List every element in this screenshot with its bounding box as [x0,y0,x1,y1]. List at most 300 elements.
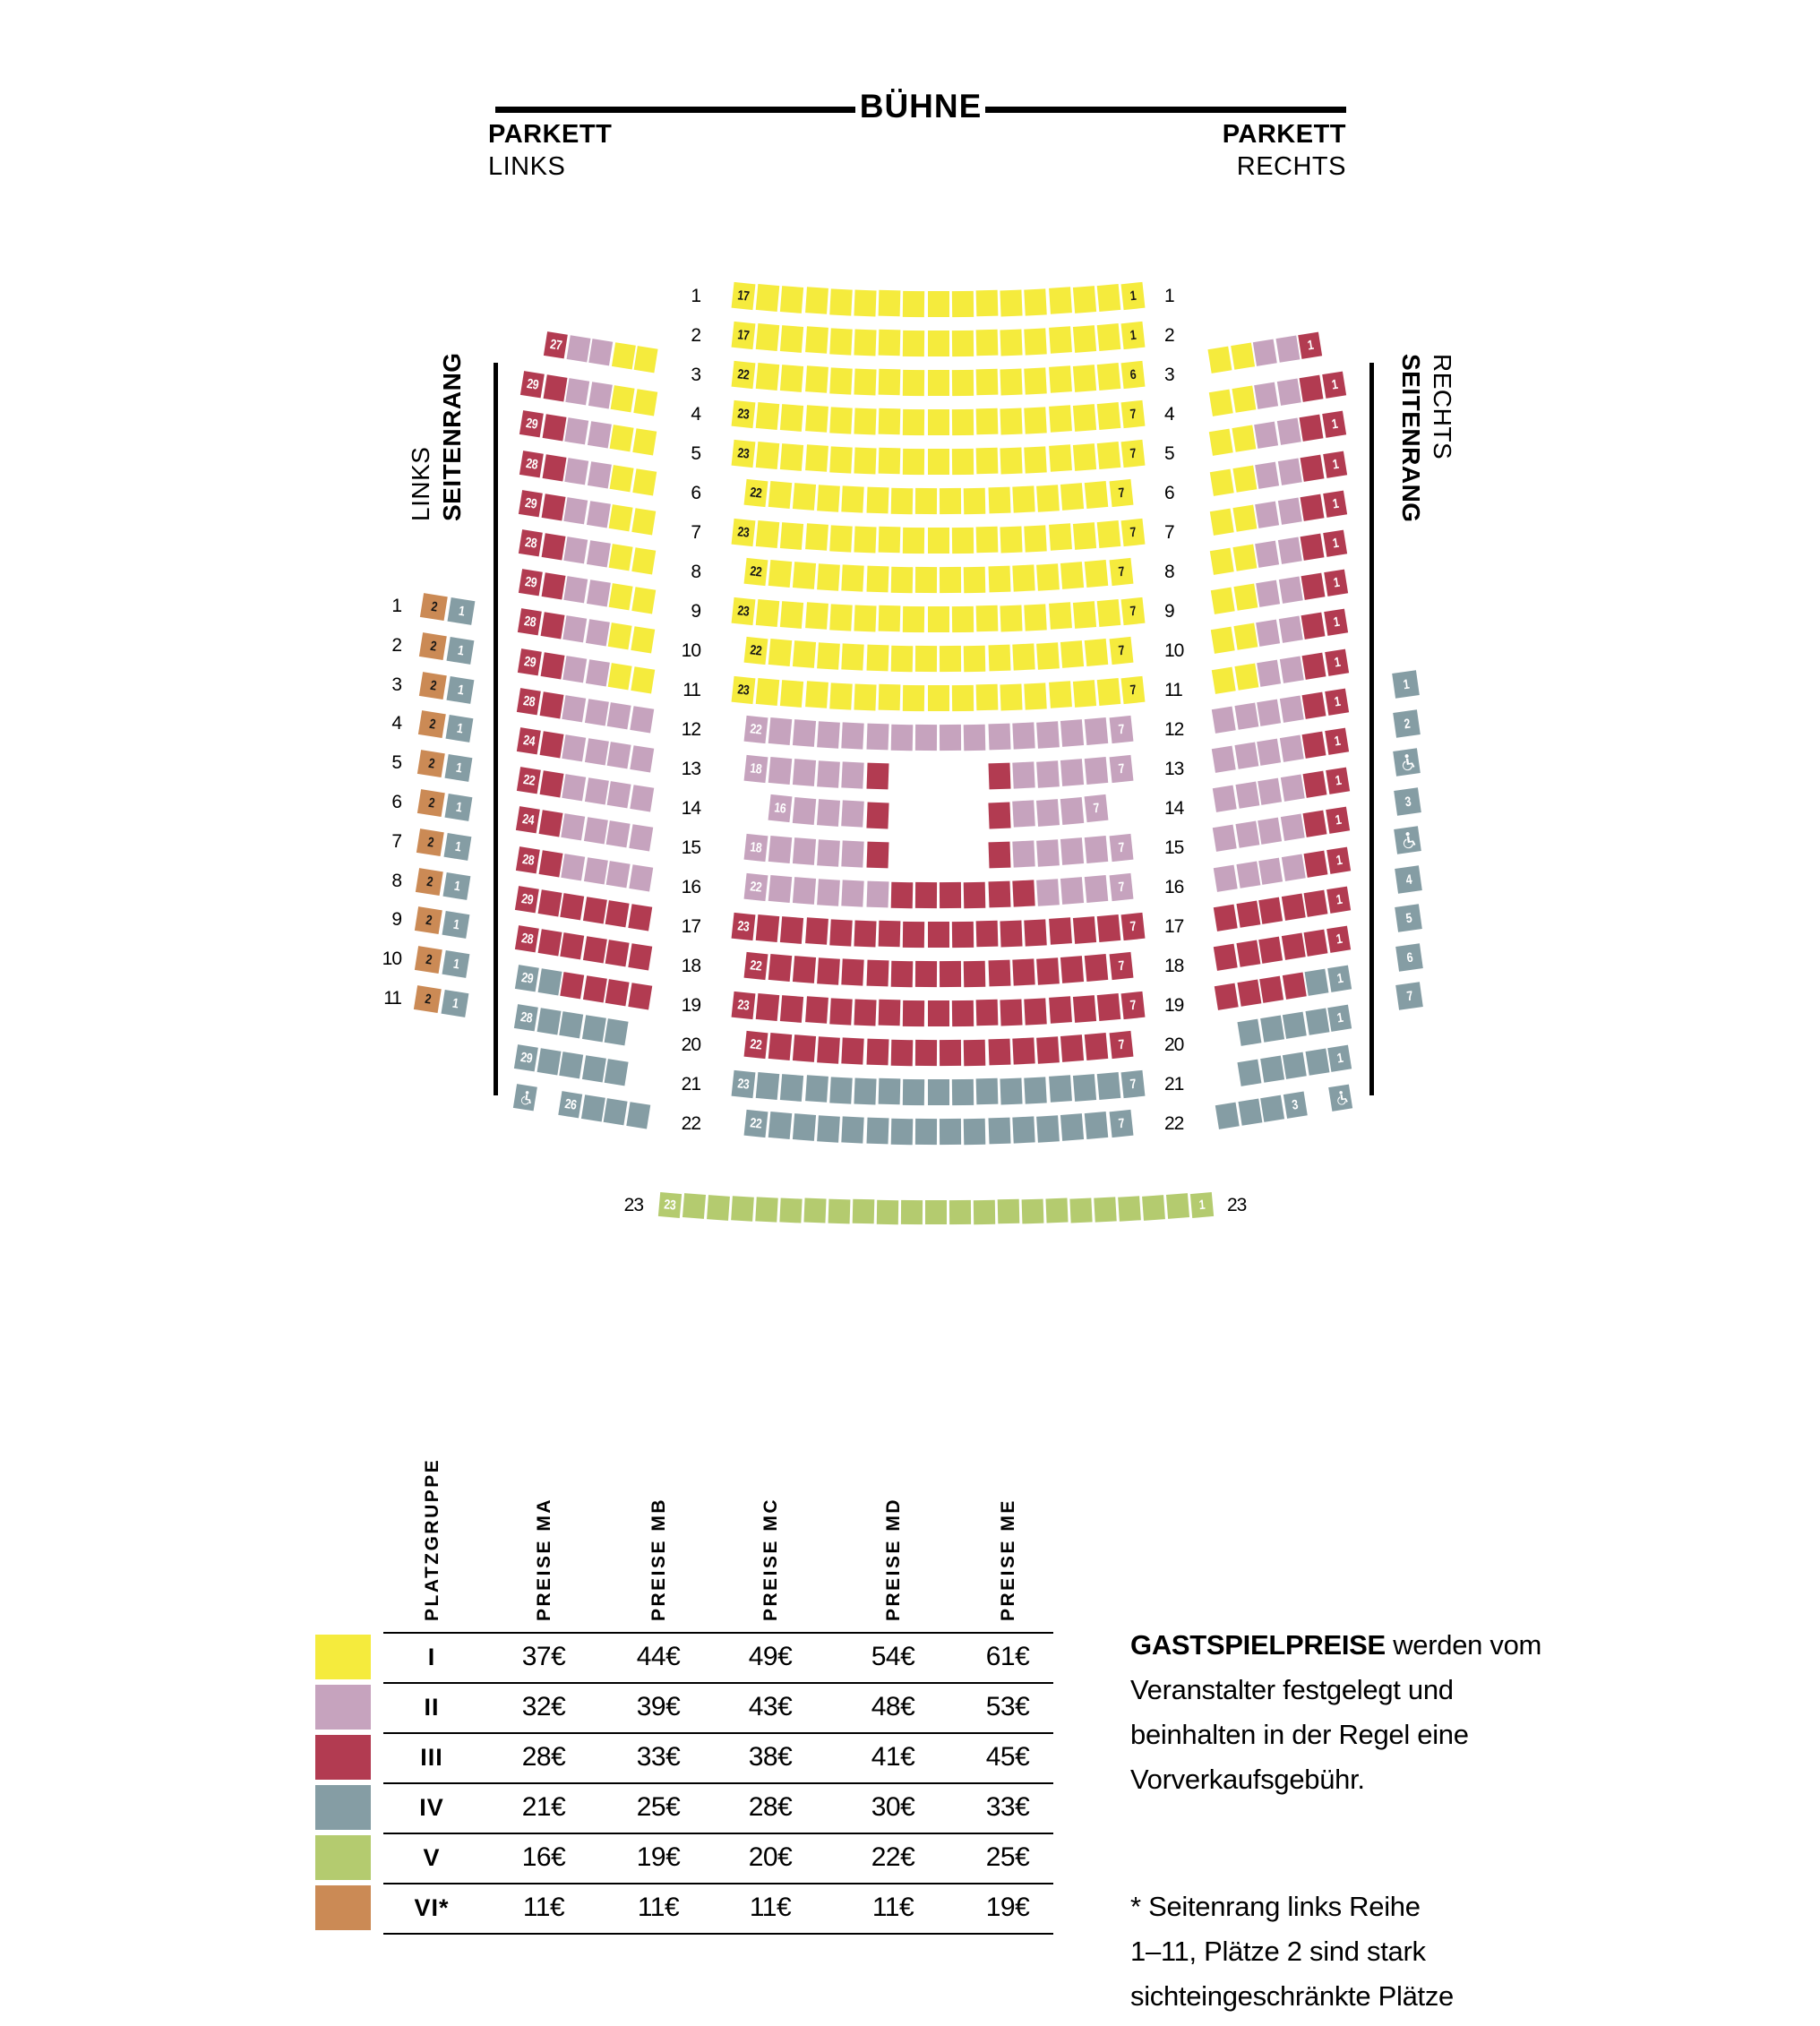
seat-number: 17 [736,288,751,305]
seat-number: 1 [451,956,460,973]
wheelchair-icon [516,1086,535,1108]
seat [1232,425,1256,452]
row-label: 2 [1164,325,1174,346]
seat-number: 28 [519,1009,534,1027]
seat [854,999,876,1026]
seat [879,369,901,396]
seat [829,998,852,1025]
seat [632,508,657,535]
seat-number: 29 [519,1049,533,1067]
wedge-row [518,648,657,694]
seat [743,1110,768,1137]
seat [1209,468,1233,495]
seat [755,1197,777,1222]
seat [1060,1034,1084,1062]
seat [829,604,852,631]
seitenrang-rechts-subtitle: RECHTS [1429,354,1456,460]
row-label: 2 [691,325,700,346]
seat [817,1115,840,1142]
seat [829,328,852,355]
seat [443,872,471,900]
seat [609,504,633,531]
seat [1121,992,1146,1019]
seat [1036,485,1060,511]
seat [1258,778,1282,805]
seat-number: 2 [428,677,437,694]
seat [1012,958,1034,985]
seat [879,684,901,711]
seat-number: 1 [1333,772,1342,789]
stage-title: BÜHNE [859,88,983,124]
price-cell: 20€ [748,1842,793,1872]
seat [964,645,986,671]
price-cell: 25€ [636,1792,681,1822]
seat [1085,875,1109,903]
seat-number: 1 [1331,495,1340,512]
seat-number: 28 [524,455,538,473]
seat [628,943,652,970]
seat [743,834,768,862]
seat [793,483,816,511]
seat-number: 2 [425,873,434,890]
platzgruppe-cell: IV [419,1794,444,1821]
seat [1305,969,1329,996]
seat [682,1193,706,1219]
seat [519,371,544,398]
seat [903,1000,924,1026]
gastspielpreise-note-bold: GASTSPIELPREISE [1130,1629,1386,1661]
seat [414,985,442,1013]
seat [1323,490,1347,517]
seat [1257,620,1281,647]
seat [940,725,961,751]
seat [817,799,840,827]
seat [1000,999,1023,1026]
seat [1025,367,1047,394]
wedge-row [1209,411,1349,457]
seat [563,616,588,643]
seat [988,842,1010,869]
seat [732,282,756,310]
seat [1097,520,1121,548]
seat [756,599,780,627]
seat [768,794,792,822]
seat [1301,613,1326,640]
seat [928,291,949,317]
wedge-row [415,946,473,978]
seat [1012,722,1034,749]
seat [1073,995,1096,1023]
price-cell: 32€ [521,1692,566,1721]
seat [604,1098,628,1125]
seat [768,717,793,745]
wheelchair-icon [1331,1087,1350,1109]
seat [925,1200,947,1224]
seat-number: 23 [736,918,751,935]
seat [866,1039,889,1066]
seat [1166,1193,1189,1219]
seat [632,429,657,456]
seat [1060,797,1084,825]
seat [1073,404,1096,432]
seat [780,995,803,1023]
seat [1121,1070,1146,1098]
seat-number: 7 [1129,997,1138,1014]
seat [817,721,840,748]
price-cell: 33€ [985,1792,1030,1822]
seat [915,646,937,672]
seat-number: 24 [521,732,537,750]
seat [1276,336,1301,363]
seat [1300,375,1324,402]
seat [866,1118,889,1145]
price-cell: 45€ [985,1742,1030,1772]
seat [805,682,828,709]
seat [447,637,475,665]
row-label: 20 [1164,1034,1184,1055]
seat [515,925,539,952]
seat [1258,739,1282,766]
seat [1277,458,1301,485]
row-label: 8 [391,870,401,891]
price-cell: 53€ [985,1692,1030,1721]
seat [1255,501,1279,528]
seat [1036,563,1060,590]
seat [1238,1098,1262,1125]
seat [1257,699,1281,725]
seat [1301,534,1325,561]
table-column-header: PREISE MD [883,1497,904,1621]
seat [611,342,635,369]
seat-number: 1 [1129,288,1138,305]
seat [1327,966,1352,992]
seat [1213,786,1237,812]
seat [732,992,756,1019]
seat [1012,1116,1034,1143]
seat [1073,1074,1096,1102]
seat [1097,402,1121,430]
seat [1324,609,1348,636]
row-label: 1 [691,286,700,306]
wedge-row [1209,371,1349,416]
seat [976,1078,999,1105]
seat-number: 22 [749,642,762,659]
seat [879,1078,901,1105]
seat [1073,522,1096,550]
parkett-links-title: PARKETT [488,120,613,149]
seat [560,932,584,959]
price-cell: 38€ [748,1742,793,1772]
seat [817,642,840,669]
seat [566,335,590,362]
seat [585,738,609,765]
seat [416,828,444,856]
row-label: 3 [1164,365,1174,385]
seat [1085,954,1109,982]
seat [915,1040,937,1066]
wedge-row [1208,331,1326,373]
seat [631,547,656,574]
seat [607,781,631,808]
seat [854,408,876,434]
price-cell: 11€ [749,1893,792,1922]
seat [1025,525,1047,552]
seat [1060,956,1084,983]
seat [518,609,542,636]
seat [608,623,632,650]
seat [1281,814,1305,841]
price-cell: 49€ [748,1642,793,1671]
seat [890,1118,913,1144]
seat [1233,584,1258,611]
wedge-row [519,490,658,536]
row-label: 17 [1164,916,1184,937]
seat [609,583,633,610]
seat [890,645,913,671]
seat [1276,379,1301,406]
wedge-row [1237,1005,1354,1047]
row-label: 6 [691,483,700,503]
price-cell: 28€ [748,1792,793,1822]
seat [732,1070,756,1098]
seat [952,922,974,948]
seat-number: 1 [451,916,460,933]
seat-number: 1 [1333,693,1342,710]
seat-number: 6 [1129,366,1138,383]
wedge-row [1214,925,1353,971]
wheelchair-seat [513,1084,537,1111]
seat [768,639,793,666]
seat [519,529,543,556]
seat [829,288,852,315]
row-label: 21 [1164,1074,1184,1095]
seat [516,846,540,873]
seat [976,369,999,396]
wheelchair-icon [1396,751,1418,774]
seat [901,1200,923,1224]
seat [828,1199,851,1224]
seat [606,861,631,888]
seat [442,911,470,939]
seat [1025,328,1047,355]
seat [540,613,564,640]
seat [1049,682,1072,709]
row-label: 12 [681,719,700,740]
seat [537,1048,561,1075]
seat [768,836,793,863]
seat-number: 2 [429,638,438,655]
seat [1278,497,1302,524]
seat [964,960,986,986]
seat [519,490,543,517]
seat [517,727,541,754]
seat [1121,282,1146,310]
seat [952,449,974,475]
seat [1012,1037,1034,1064]
seat [1281,854,1305,880]
seat [631,587,656,614]
seat-number: 29 [523,574,537,591]
seat [1328,1044,1352,1071]
seat [562,734,586,761]
wheelchair-seat [1393,748,1421,776]
seat [1279,616,1303,643]
row-label: 6 [1164,483,1174,503]
seat-number: 1 [1334,852,1343,869]
seat [976,330,999,356]
seat [866,645,889,672]
asterisk-note: * Seitenrang links Reihe 1–11, Plätze 2 sind stark sichteingeschränkte Plätze [1130,1891,1454,2012]
seat-number: 2 [423,991,432,1008]
seat [756,1072,780,1100]
price-cell: 11€ [522,1893,565,1922]
separator-line-right [1369,363,1374,1095]
seat [890,960,913,986]
seat [768,954,793,982]
seat [1000,605,1023,631]
seat [539,770,563,797]
wedge-row [1214,886,1353,931]
seat [631,627,655,654]
seat [976,921,999,948]
seat [1000,368,1023,395]
seat [1260,1095,1284,1121]
seat [756,402,780,430]
platzgruppe-cell: III [420,1744,443,1771]
seat [1109,479,1133,507]
seat [866,763,889,790]
seat [442,990,469,1017]
seat [586,620,610,647]
seat [988,724,1010,751]
seat-number: 7 [1117,485,1125,502]
seat-number: 4 [1404,871,1412,888]
seat-number: 1 [453,799,462,816]
seat [584,818,608,845]
seat-number: 1 [1334,812,1343,828]
seat-number: 7 [1129,524,1138,541]
separator-line-left [494,363,498,1095]
seat [1208,347,1232,373]
seat-number: 7 [1117,563,1125,580]
seat-number: 1 [1332,614,1341,631]
seat [793,719,816,747]
seat [952,331,974,356]
seat [1324,530,1348,557]
seat [1233,623,1258,650]
row-label: 5 [691,443,700,464]
seat [768,560,793,588]
seat [583,936,607,963]
seat-number: 2 [424,951,433,968]
seat-number: 7 [1129,406,1138,423]
seat [915,488,937,514]
seat [1255,461,1279,488]
row-label: 10 [681,640,700,661]
seat-number: 1 [453,838,462,855]
seat-number: 1 [455,720,464,737]
seat [1283,1012,1307,1039]
seat [793,562,816,589]
seat [1232,545,1257,571]
seat [1085,1112,1109,1139]
seat [541,533,565,560]
seat [1121,440,1146,468]
seat [1302,691,1326,718]
seat-number: 22 [749,957,762,974]
seat [768,1112,793,1139]
wedge-row [416,868,474,900]
row-label: 16 [681,877,700,897]
seat [842,722,864,749]
seat [768,757,793,785]
wedge-row [519,451,659,496]
table-column-header: PREISE MC [760,1497,781,1621]
seat [1212,746,1236,773]
seat [538,889,562,916]
seat [588,382,612,408]
seat [1301,494,1325,520]
price-cell: 25€ [985,1842,1030,1872]
seat [879,330,901,356]
seat-number: 2 [425,834,434,851]
row-label: 5 [391,752,401,774]
seat [605,1019,629,1046]
seitenrang-links-title: SEITENRANG [438,352,466,521]
seat [419,632,447,660]
seat-number: 1 [1335,1010,1344,1026]
seat [1097,914,1121,942]
seat [928,1000,949,1026]
seat [1325,648,1349,675]
seat [1012,564,1034,591]
seat-number: 16 [773,800,787,817]
seat [1278,577,1302,604]
seat [1214,944,1238,971]
seat [1000,920,1023,947]
seat-number: 29 [524,416,539,434]
seat [1280,775,1304,802]
seat [518,648,542,675]
seat [1109,637,1133,665]
seat-number: 22 [736,366,751,383]
seat [1097,284,1121,312]
seat [768,875,793,903]
seat [890,1039,913,1065]
seat [1323,451,1347,477]
seat [1304,930,1328,957]
seat [1215,983,1239,1010]
seat-number: 28 [522,614,537,631]
seat [793,640,816,668]
seat-number: 2 [1402,715,1411,732]
seat [817,957,840,984]
seat [1045,1198,1068,1223]
wedge-row [514,1044,631,1086]
seat [543,331,567,358]
seat [1049,603,1072,631]
seat [952,291,974,317]
seat [537,929,562,956]
seat-number: 27 [548,336,562,354]
seat [940,961,961,987]
seat [854,605,876,631]
seat [538,811,562,837]
platzgruppe-cell: VI* [414,1894,450,1921]
seat [542,415,566,442]
wedge-row [1212,688,1352,734]
seat [866,802,889,828]
